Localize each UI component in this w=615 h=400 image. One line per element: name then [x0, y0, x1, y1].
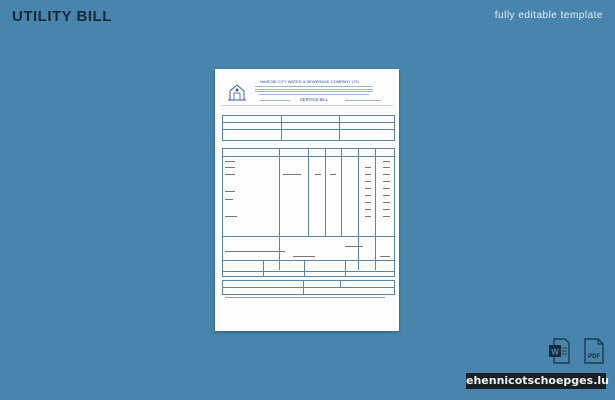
- company-name: NAIROBI CITY WATER & SEWERAGE COMPANY LTD: [260, 79, 360, 84]
- description-mark: [225, 216, 237, 217]
- bill-document-preview[interactable]: [215, 69, 399, 331]
- amount-mark: [330, 174, 336, 175]
- description-mark: [225, 161, 235, 162]
- description-mark: [283, 174, 301, 175]
- amount-mark: [365, 195, 371, 196]
- header-meta-line: [260, 100, 290, 101]
- amount-mark: [383, 181, 390, 182]
- page-subtitle: fully editable template: [494, 10, 603, 21]
- total-mark: [345, 246, 363, 247]
- amount-mark: [383, 202, 390, 203]
- amount-mark: [365, 174, 371, 175]
- description-mark: [225, 191, 235, 192]
- amount-mark: [365, 202, 371, 203]
- description-mark: [225, 199, 233, 200]
- subtotal-line: [222, 236, 394, 237]
- service-bill-label: SERVICE BILL: [300, 97, 329, 102]
- description-mark: [225, 174, 235, 175]
- amount-mark: [383, 167, 390, 168]
- header-meta-line: [345, 100, 381, 101]
- amount-mark: [365, 167, 371, 168]
- address-line: [259, 94, 369, 95]
- header-separator: [221, 105, 393, 106]
- charges-table-column: [358, 148, 359, 270]
- address-line: [255, 86, 373, 87]
- summary-box: [304, 260, 346, 277]
- charges-table-column: [341, 148, 342, 236]
- summary-box: [263, 260, 305, 277]
- amount-mark: [365, 188, 371, 189]
- footnote-mark: [225, 297, 385, 298]
- charges-table-column: [308, 148, 309, 236]
- note-mark: [293, 256, 315, 257]
- amount-mark: [383, 174, 390, 175]
- charges-table-column: [325, 148, 326, 236]
- amount-mark: [383, 195, 390, 196]
- payment-box: [303, 287, 395, 295]
- address-line: [255, 89, 373, 90]
- pdf-doc-icon[interactable]: [583, 338, 605, 364]
- word-doc-icon[interactable]: [548, 338, 570, 364]
- amount-mark: [365, 209, 371, 210]
- summary-box: [345, 260, 395, 277]
- note-mark: [380, 256, 390, 257]
- company-logo-icon: [226, 82, 248, 102]
- amount-mark: [315, 174, 321, 175]
- charges-table-column: [375, 148, 376, 270]
- description-mark: [225, 167, 235, 168]
- svg-text:W: W: [551, 347, 559, 357]
- amount-mark: [383, 161, 390, 162]
- account-info-box: [339, 129, 395, 141]
- page-title: UTILITY BILL: [12, 8, 112, 25]
- amount-mark: [365, 181, 371, 182]
- payment-box: [222, 287, 304, 295]
- address-line: [255, 91, 373, 92]
- amount-mark: [383, 216, 390, 217]
- brand-watermark: ehennicotschoepges.lu: [466, 374, 609, 387]
- svg-text:PDF: PDF: [588, 354, 600, 360]
- amount-mark: [365, 216, 371, 217]
- account-info-box: [222, 129, 282, 141]
- account-info-box: [281, 129, 340, 141]
- amount-mark: [383, 209, 390, 210]
- amount-mark: [383, 188, 390, 189]
- note-mark: [225, 251, 285, 252]
- summary-box: [222, 260, 264, 277]
